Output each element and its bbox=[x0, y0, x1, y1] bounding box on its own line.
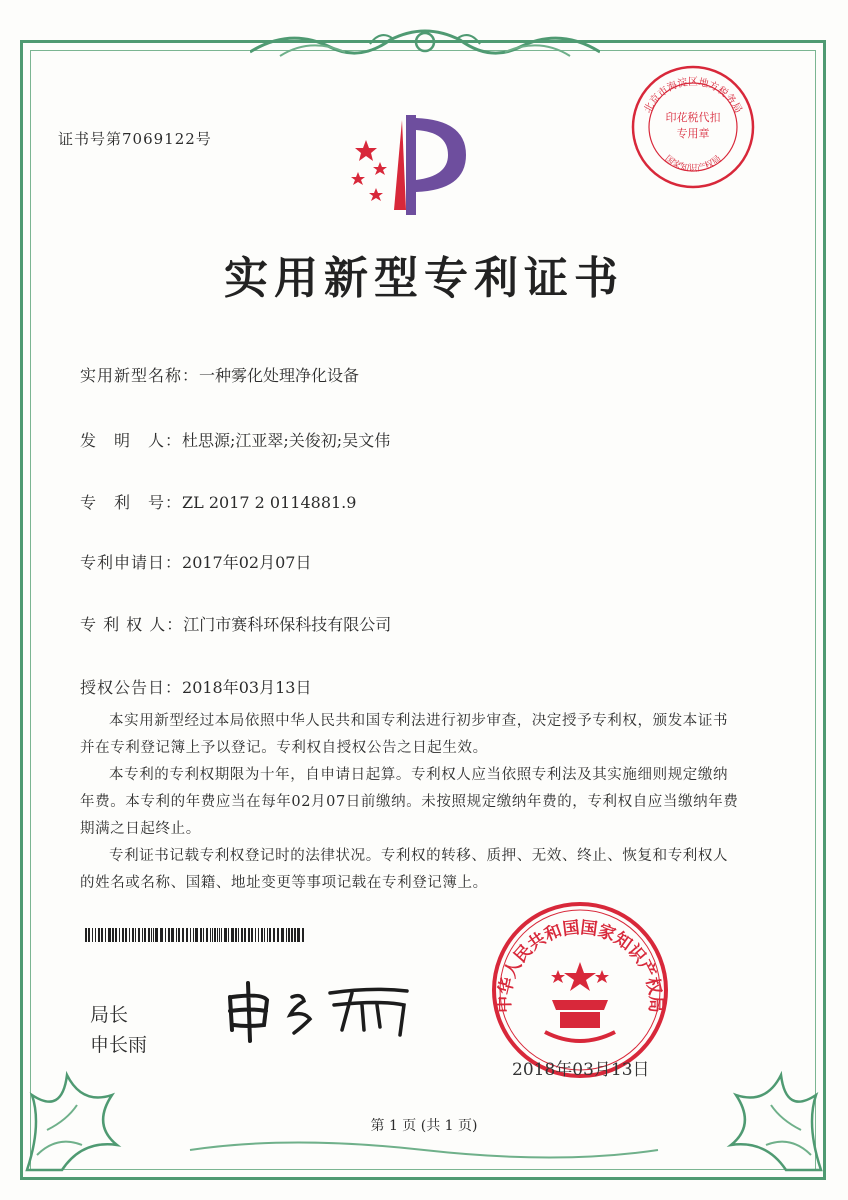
field-label: 专利申请日： bbox=[80, 553, 183, 572]
paragraph-legal-status: 专利证书记载专利权登记时的法律状况。专利权的转移、质押、无效、终止、恢复和专利权人的姓名或名称、国籍、地址变更等事项记载在专利登记簿上。 bbox=[80, 848, 729, 891]
certificate-title: 实用新型专利证书 bbox=[224, 253, 624, 304]
tax-stamp-sub-text: 国家知识产权局 bbox=[662, 154, 724, 175]
field-value: 2017年02月07日 bbox=[182, 553, 312, 572]
seal-text: 中华人民共和国国家知识产权局 bbox=[494, 917, 666, 1013]
field-label: 专 利 号： bbox=[80, 493, 183, 512]
barcode-icon bbox=[85, 928, 305, 942]
tax-stamp-icon bbox=[628, 62, 758, 192]
field-grant-date bbox=[80, 675, 311, 698]
page-footer: 第 1 页 (共 1 页) bbox=[370, 1118, 478, 1134]
signatory-title: 局长 bbox=[90, 1004, 129, 1026]
patent-office-logo-icon bbox=[336, 110, 476, 220]
field-value: 江门市赛科环保科技有限公司 bbox=[183, 615, 392, 634]
top-ornament-icon bbox=[250, 22, 600, 72]
certificate-number: 证书号第7069122号 bbox=[58, 130, 212, 148]
field-patentee bbox=[80, 612, 391, 635]
field-inventors bbox=[80, 428, 390, 451]
field-label: 发 明 人： bbox=[80, 431, 183, 450]
field-patent-number bbox=[80, 490, 356, 513]
official-seal-icon bbox=[490, 900, 670, 1080]
paragraph-term-statement: 本专利的专利权期限为十年，自申请日起算。专利权人应当依照专利法及其实施细则规定缴纳年费。本专利的年费应当在每年02月07日前缴纳。未按照规定缴纳年费的，专利权自应当缴纳年费期满之日起终止。 bbox=[80, 767, 739, 837]
field-value: 杜思源;江亚翠;关俊初;吴文伟 bbox=[182, 431, 391, 450]
paragraph-grant-statement: 本实用新型经过本局依照中华人民共和国专利法进行初步审查，决定授予专利权，颁发本证书并在专利登记簿上予以登记。专利权自授权公告之日起生效。 bbox=[80, 713, 729, 756]
field-value: 一种雾化处理净化设备 bbox=[199, 366, 360, 385]
tax-stamp-outer-text: 北京市海淀区地方税务局 bbox=[642, 77, 744, 116]
seal-date: 2018年03月13日 bbox=[512, 1060, 650, 1080]
field-label: 实用新型名称： bbox=[80, 366, 200, 385]
tax-stamp-inner-text: 印花税代扣专用章 bbox=[665, 111, 721, 140]
field-utility-model-name bbox=[80, 363, 359, 386]
field-label: 专 利 权 人： bbox=[80, 615, 184, 634]
handwritten-signature-icon bbox=[222, 975, 422, 1045]
svg-text:国家知识产权局 bbox=[663, 153, 724, 174]
field-value: ZL 2017 2 0114881.9 bbox=[182, 493, 357, 512]
bottom-ornament-icon bbox=[40, 1130, 808, 1170]
field-value: 2018年03月13日 bbox=[182, 678, 312, 697]
field-label: 授权公告日： bbox=[80, 678, 183, 697]
signatory-name: 申长雨 bbox=[90, 1034, 148, 1056]
field-application-date bbox=[80, 550, 311, 573]
